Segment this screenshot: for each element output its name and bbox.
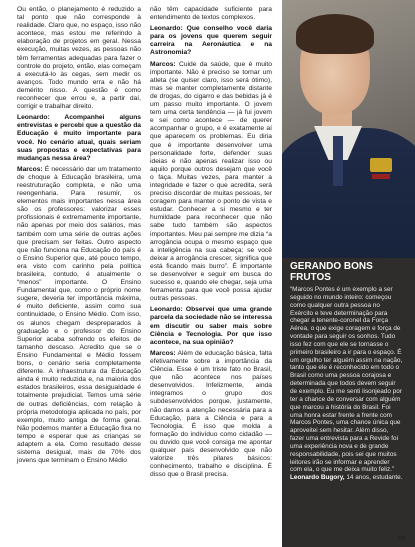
column-1 <box>17 6 141 468</box>
column-2 <box>150 6 272 482</box>
photo-tie <box>333 136 343 186</box>
sidebar-title: GERANDO BONS FRUTOS <box>290 261 373 283</box>
question-career: Leonardo: Que conselho você daria para os jovens que querem seguir carreira na Aeronáutica e na Astronomia? <box>150 25 272 57</box>
intro-paragraph-2: não têm capacidade suficiente para entendimento de textos complexos. <box>150 6 272 22</box>
photo-hair <box>296 14 374 54</box>
intro-paragraph: Ou então, o planejamento é reduzido a tal ponto que não corresponde à realidade. Claro que, no espaço, isso não acontece, mas estou me referindo à elaboração de projetos em geral. Nessa execução, muitas vezes, as pessoas não têm ferramentas adequadas para fazer o controle do projeto, então, elas começam a executá-lo às cegas, sem medir os avanços. Todo mundo erra e não há demérito nisso. A questão é como reconhecer que errou e, a partir daí, corrigir e trabalhar direito. <box>17 6 141 111</box>
page-number: 23 <box>398 536 405 542</box>
answer-text: Cuide da saúde, que é muito importante. Não é preciso se tornar um atleta (se quiser claro, isso será ótimo), mas se manter completamente distante de drogas, do cigarro e das bebidas já é um passo muito importante. O jovem tem uma certa tendência — já fui jovem e sei como acontece — de querer acompanhar o grupo, e é exatamente aí que aparecem os problemas. Eu diria que é importante desenvolver uma personalidade forte, defender suas ideias e não apenas realizar isso ou aquilo porque outros desejam que você o faça. Muitas vezes, para manter a integridade e fazer o que acredita, será preciso discordar de muitas pessoas, ter coragem para manter o ponto de vista e estudar. Conhecer a si mesmo e ter humildade para reconhecer que não sabe tudo também são aspectos importantes. Meu pai sempre me dizia “a arrogância ocupa o mesmo espaço que a inteligência na sua cabeça; se você deixar a arrogância crescer, significa que está ficando mais burro”. É importante se desenvolver e seguir em busca do sucesso e, quando ele chegar, seja uma ferramenta para que você possa ajudar outras pessoas. <box>150 60 273 303</box>
answer-career <box>150 61 272 304</box>
question-science: Leonardo: Observei que uma grande parcela da sociedade não se interessa em discutir ou saber mais sobre Ciência e Tecnologia. Por que isso acontece, na sua opinião? <box>150 306 272 346</box>
answer-science <box>150 350 272 480</box>
answer-speaker: Marcos: <box>150 60 176 68</box>
answer-speaker: Marcos: <box>150 349 176 357</box>
student-photo <box>282 0 415 258</box>
answer-text: Além de educação básica, falta efetivamente sobre a importância da Ciência. Esse é um triste fato no Brasil, que não acontece nos países desenvolvidos. Infelizmente, ainda integramos o grupo dos subdesenvolvidos porque, justamente, não damos a atenção necessária para a Educação, para a Ciência e para a Tecnologia. É isso que molda a formação do indivíduo como cidadão — ou duvido que você consiga me apontar qualquer país desenvolvido que não valorize três pilares básicos: conhecimento, trabalho e disciplina. É disso que o Brasil precisa. <box>150 349 272 479</box>
answer-education <box>17 166 141 465</box>
photo-badge <box>370 158 392 172</box>
question-education: Leonardo: Acompanhei alguns entrevistas e percebi que a questão da Educação é muito importante para você. No cenário atual, quais seriam suas propostas e expectativas para mudanças nessa área? <box>17 114 141 162</box>
answer-speaker: Marcos: <box>17 165 43 173</box>
sidebar-signature-tail: 14 anos, estudante. <box>346 474 403 482</box>
sidebar-quote <box>290 286 403 482</box>
sidebar-box <box>282 258 415 547</box>
answer-text: É necessário dar um tratamento de choque à Educação brasileira, uma reestruturação completa, e não uma reengenharia. Para resumir, os elementos mais importantes nessa área são os professores: valorizar esses profissionais é extremamente importante, não apenas por meio dos salários, mas também com uma série de outras ações que precisam ser feitas. Outro aspecto que não funciona na Educação do país é o Ensino Superior que, até pouco tempo, era visto com carinho pela política brasileira, contudo, é atualmente o “menos” importante. O Ensino Fundamental que, como o próprio nome sugere, deveria ter importância máxima, é muito deficiente, assim como sua continuidade, o Ensino Médio. Com isso, os alunos chegam despreparados à graduação e o professor do Ensino Superior acaba sofrendo os efeitos de tamanho descaso. Acredito que se o Ensino Fundamental e Médio fossem bons, o cenário seria completamente diferente. A infraestrutura da Educação ainda é muito reduzida e, na maioria dos estados brasileiros, essa desigualdade é totalmente prejudicial. Temos uma série de outras deficiências, com relação à própria metodologia aplicada no país, por exemplo, muito antiga de forma geral. Não podemos manter a Educação fixa no tempo e esperar que as crianças se adaptem a ela. Como resultado desse sistema desigual, mais de 70% dos jovens que terminam o Ensino Médio <box>17 165 141 465</box>
sidebar-signature: Leonardo Bugory, <box>290 474 345 482</box>
sidebar-quote-text: “Marcos Pontes é um exemplo a ser seguido no mundo inteiro: começou como qualquer outra pessoa no Exército e teve determinação para chegar a tenente-coronel da Força Aérea, o que exige coragem e força de vontade para seguir os sonhos. Tudo isso fez com que ele se tornasse o primeiro brasileiro a ir para o espaço. É um orgulho ter alguém assim na nação, tanto que ele é reconhecido em todo o Brasil como uma pessoa corajosa e determinada que todos devem seguir de exemplo. Eu me senti lisonjeado por ter a chance de conversar com alguém que marcou a história do Brasil. Foi uma honra estar frente a frente com Marcos Pontes, uma chance única que aproveitei sem hesitar. Além disso, fazer uma entrevista para a Revide foi uma experiência nova e de grande responsabilidade, pois sei que muitos leitores irão se informar e aprender com ela, o que me deixa muito feliz.” <box>290 286 403 474</box>
photo-badge-ribbon <box>372 174 390 179</box>
